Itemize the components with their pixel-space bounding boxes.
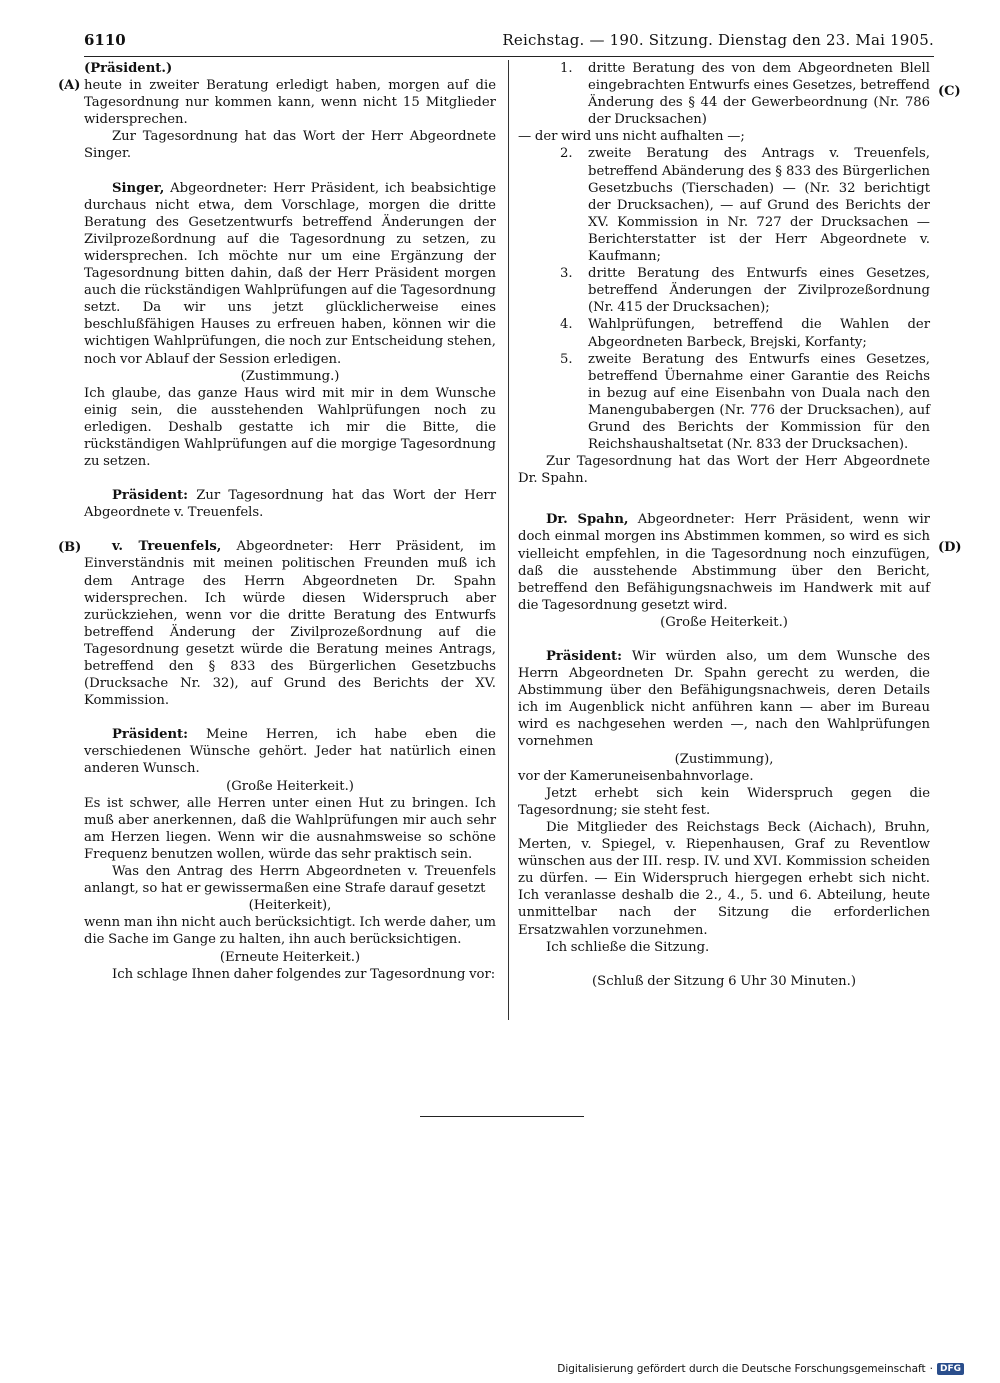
speaker-name: v. Treuenfels,	[112, 539, 222, 555]
continued-speaker: (Präsident.)	[84, 61, 173, 76]
agenda-item-text: zweite Beratung des Entwurfs eines Gesetzes, betreffend Übernahme einer Garantie des Reichs in bezug auf eine Eisenbahn von Duala nach den Manengubabergen (Nr. 776 der Drucksachen), auf Grund des Berichts der Kommission für den Reichshaushaltsetat (Nr. 833 der Drucksachen).	[588, 351, 930, 453]
agenda-item-text: Wahlprüfungen, betreffend die Wahlen der Abgeordneten Barbeck, Brejski, Korfanty;	[588, 317, 930, 350]
paragraph: Zur Tagesordnung hat das Wort der Herr Abgeordnete Dr. Spahn.	[518, 454, 930, 487]
paragraph: Ich schließe die Sitzung.	[546, 939, 710, 955]
speech-text: Meine Herren, ich habe eben die verschiedenen Wünsche gehört. Jeder hat natürlich einen anderen Wunsch.	[84, 727, 496, 777]
paragraph: vor der Kameruneisenbahnvorlage.	[518, 768, 754, 784]
paragraph: Die Mitglieder des Reichstags Beck (Aichach), Bruhn, Merten, v. Spiegel, v. Riepenhausen, Graf zu Reventlow wünschen aus der III. resp. IV. und XVI. Kommission scheiden zu dürfen. — Ein Widerspruch hiergegen erhebt sich nicht. Ich veranlasse deshalb die 2., 4., 5. und 6. Abteilung, heute unmittelbar nach der Sitzung die erforderlichen Ersatzwahlen vorzunehmen.	[518, 819, 930, 938]
paragraph: wenn man ihn nicht auch berücksichtigt. Ich werde daher, um die Sache im Gange zu halten, ihn auch berücksichtigen.	[84, 915, 496, 948]
column-divider	[508, 60, 509, 1020]
speech-text: Wir würden also, um dem Wunsche des Herrn Abgeordneten Dr. Spahn gerecht zu werden, die Abstimmung über den Befähigungsnachweis, deren Details ich im Augenblick nicht anführen kann — aber im Bureau wird es nachgesehen werden —, nach den Wahlprüfungen vornehmen	[518, 649, 930, 750]
agenda-item-number: 4.	[560, 317, 573, 333]
agenda-item	[518, 265, 930, 316]
speaker-name: Präsident:	[112, 488, 189, 504]
interjection: — der wird uns nicht aufhalten —;	[518, 129, 745, 145]
end-rule	[420, 1116, 584, 1117]
interjection: (Große Heiterkeit.)	[660, 614, 788, 630]
agenda-item-text: zweite Beratung des Antrags v. Treuenfels, betreffend Abänderung des § 833 des Bürgerlichen Gesetzbuchs (Tierschaden) — (Nr. 32 berichtigt der Drucksachen), — auf Grund des Berichts der XV. Kommission in Nr. 727 der Drucksachen — Berichterstatter ist der Herr Abgeordnete v. Kaufmann;	[588, 146, 930, 265]
agenda-item-number: 1.	[560, 61, 573, 76]
agenda-item-number: 2.	[560, 146, 573, 162]
speech-treuenfels	[84, 538, 496, 709]
margin-label-a: (A)	[58, 78, 81, 93]
paragraph: Jetzt erhebt sich kein Widerspruch gegen die Tagesordnung; sie steht fest.	[518, 785, 930, 818]
speech-spahn	[518, 511, 930, 614]
paragraph: Was den Antrag des Herrn Abgeordneten v. Treuenfels anlangt, so hat er gewissermaßen eine Strafe darauf gesetzt	[84, 864, 496, 897]
speech-praesident	[518, 648, 930, 751]
left-column	[84, 60, 496, 983]
session-closing: (Schluß der Sitzung 6 Uhr 30 Minuten.)	[592, 973, 856, 989]
speech-singer	[84, 180, 496, 368]
agenda-item-text: dritte Beratung des von dem Abgeordneten Blell eingebrachten Entwurfs eines Gesetzes, betreffend Änderung des § 44 der Gewerbeordnung (Nr. 786 der Drucksachen)	[588, 61, 930, 128]
speaker-name: Singer,	[112, 180, 165, 196]
agenda-item	[518, 351, 930, 454]
speech-text: Abgeordneter: Herr Präsident, im Einverständnis mit meinen politischen Freunden muß ich dem Antrage des Herrn Abgeordneten Dr. Spahn widersprechen. Ich würde diesen Widerspruch aber zurückziehen, wenn vor die dritte Beratung des Entwurfs betreffend Änderung der Zivilprozeßordnung auf die Tagesordnung gesetzt würde die Beratung meines Antrags, betreffend den § 833 des Bürgerlichen Gesetzbuchs (Drucksache Nr. 32), auf Grund des Berichts der XV. Kommission.	[84, 539, 496, 709]
right-column	[518, 60, 930, 990]
speaker-name: Präsident:	[112, 727, 189, 743]
speech-text: Abgeordneter: Herr Präsident, wenn wir doch einmal morgen ins Abstimmen kommen, so wird es sich vielleicht empfehlen, in die Tagesordnung noch einzufügen, daß die ausstehende Abstimmung über den Bericht, betreffend den Befähigungsnachweis im Handwerk mit auf die Tagesordnung gesetzt wird.	[518, 512, 930, 613]
paragraph: heute in zweiter Beratung erledigt haben, morgen auf die Tagesordnung nur kommen kann, wenn nicht 15 Mitglieder widersprechen.	[84, 78, 496, 128]
speech-praesident	[84, 726, 496, 777]
agenda-item	[518, 60, 930, 128]
agenda-item	[518, 316, 930, 350]
paragraph: Es ist schwer, alle Herren unter einen Hut zu bringen. Ich muß aber anerkennen, daß die Wahlprüfungen mir auch sehr am Herzen liegen. Wenn wir die ausnahmsweise so schöne Frequenz benutzen wollen, würde das sehr praktisch sein.	[84, 795, 496, 862]
margin-label-d: (D)	[938, 540, 962, 555]
margin-label-c: (C)	[938, 84, 961, 99]
agenda-item-number: 3.	[560, 266, 573, 282]
agenda-item-number: 5.	[560, 351, 573, 367]
speech-text: Abgeordneter: Herr Präsident, ich beabsichtige durchaus nicht etwa, dem Vorschlage, morgen die dritte Beratung des Gesetzentwurfs betreffend Änderungen der Zivilprozeßordnung auf die Tagesordnung zu setzen, zu widersprechen. Ich möchte nur um eine Ergänzung der Tagesordnung bitten dahin, daß der Herr Präsident morgen auch die rückständigen Wahlprüfungen auf die Tagesordnung setzt. Da wir uns jetzt glücklicherweise eines beschlußfähigen Hauses zu erfreuen haben, können wir die wichtigen Wahlprüfungen, die noch zur Entscheidung stehen, noch vor Ablauf der Session erledigen.	[84, 180, 496, 367]
interjection: (Erneute Heiterkeit.)	[219, 949, 361, 965]
running-title: Reichstag. — 190. Sitzung. Dienstag den 23. Mai 1905.	[502, 31, 934, 49]
agenda-item-text: dritte Beratung des Entwurfs eines Gesetzes, betreffend Änderungen der Zivilprozeßordnung (Nr. 415 der Drucksachen);	[588, 266, 930, 316]
speaker-name: Präsident:	[546, 649, 623, 664]
paragraph: Zur Tagesordnung hat das Wort der Herr Abgeordnete Singer.	[84, 129, 496, 162]
paragraph: Ich schlage Ihnen daher folgendes zur Tagesordnung vor:	[112, 966, 496, 982]
paragraph: Ich glaube, das ganze Haus wird mit mir in dem Wunsche einig sein, die ausstehenden Wahlprüfungen noch zu erledigen. Deshalb gestatte ich mir die Bitte, die rückständigen Wahlprüfungen auf die morgige Tagesordnung zu setzen.	[84, 385, 496, 470]
interjection: (Große Heiterkeit.)	[226, 778, 354, 794]
speech-text: Zur Tagesordnung hat das Wort der Herr Abgeordnete v. Treuenfels.	[84, 488, 496, 521]
dfg-logo-icon: DFG	[937, 1363, 964, 1375]
digitization-footer: Digitalisierung gefördert durch die Deutsche Forschungsgemeinschaft · DFG	[557, 1363, 964, 1375]
margin-label-b: (B)	[58, 540, 82, 555]
interjection: (Zustimmung),	[674, 751, 774, 767]
page-number: 6110	[84, 31, 126, 49]
speech-praesident	[84, 487, 496, 521]
interjection: (Zustimmung.)	[240, 368, 340, 384]
header-rule	[84, 56, 934, 57]
footer-text: Digitalisierung gefördert durch die Deutsche Forschungsgemeinschaft	[557, 1363, 926, 1375]
interjection: (Heiterkeit),	[248, 898, 332, 914]
agenda-item	[518, 145, 930, 265]
speaker-name: Dr. Spahn,	[546, 512, 629, 528]
